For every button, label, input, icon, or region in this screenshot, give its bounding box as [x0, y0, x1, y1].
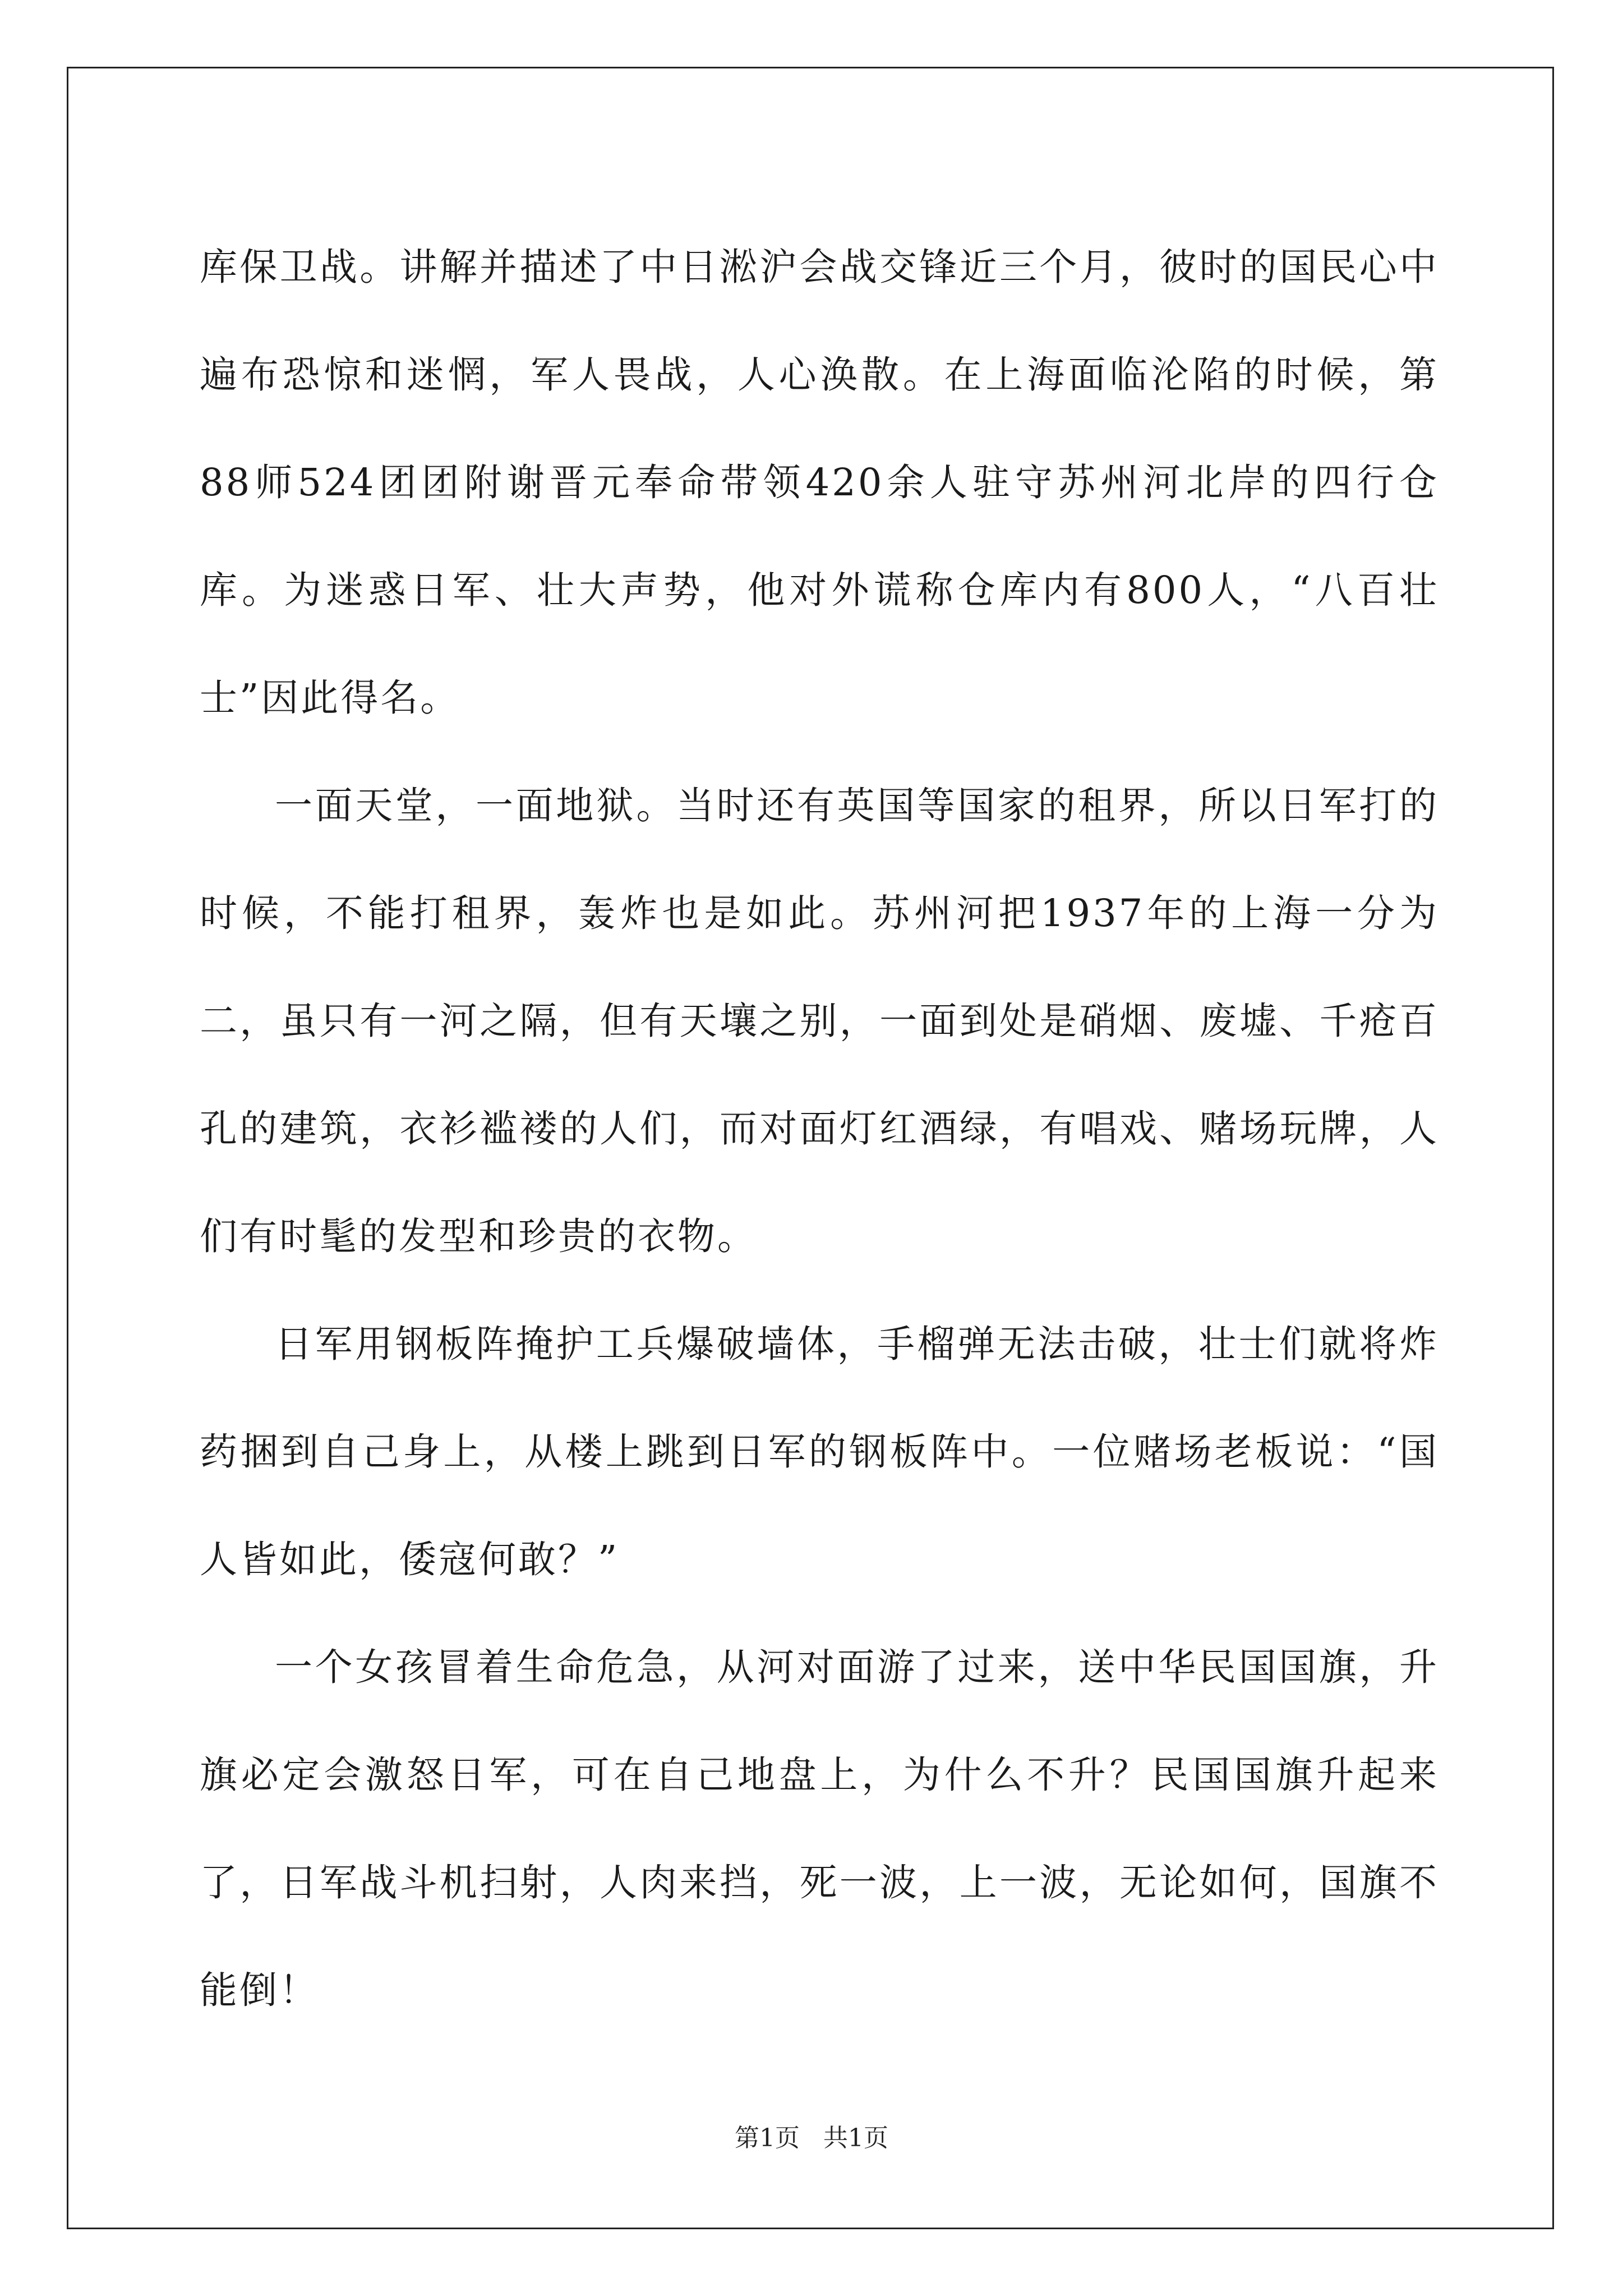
footer-gap	[800, 2124, 823, 2152]
page-total: 共1页	[823, 2124, 888, 2152]
paragraph-4: 一个女孩冒着生命危急，从河对面游了过来，送中华民国国旗，升旗必定会激怒日军，可在自己地盘上，为什么不升？民国国旗升起来了，日军战斗机扫射，人肉来挡，死一波，上一波，无论如何，国旗不能倒！	[200, 1645, 1439, 2012]
paragraph-2: 一面天堂，一面地狱。当时还有英国等国家的租界，所以日军打的时候，不能打租界，轰炸也是如此。苏州河把1937年的上海一分为二，虽只有一河之隔，但有天壤之别，一面到处是硝烟、废墟、千疮百孔的建筑，衣衫褴褛的人们，而对面灯红酒绿，有唱戏、赌场玩牌，人们有时髦的发型和珍贵的衣物。	[200, 784, 1439, 1258]
paragraph-3: 日军用钢板阵掩护工兵爆破墙体，手榴弹无法击破，壮士们就将炸药捆到自己身上，从楼上跳到日军的钢板阵中。一位赌场老板说：“国人皆如此，倭寇何敢？”	[200, 1322, 1439, 1581]
document-body	[200, 213, 1439, 2044]
paragraph-1: 库保卫战。讲解并描述了中日淞沪会战交锋近三个月，彼时的国民心中遍布恐惊和迷惘，军人畏战，人心涣散。在上海面临沦陷的时候，第88师524团团附谢晋元奉命带领420余人驻守苏州河北岸的四行仓库。为迷惑日军、壮大声势，他对外谎称仓库内有800人，“八百壮士”因此得名。	[200, 245, 1439, 720]
page-footer	[0, 2122, 1623, 2155]
page-number: 第1页	[735, 2124, 800, 2152]
